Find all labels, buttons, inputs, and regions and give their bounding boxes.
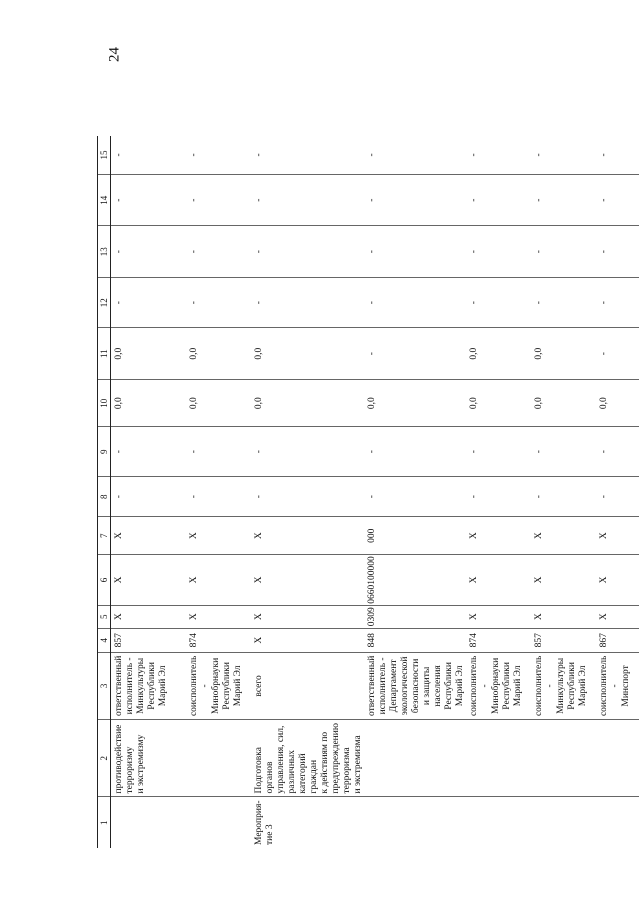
cell-col-12: - — [251, 278, 364, 328]
cell-col-15: - — [186, 136, 251, 175]
table-row — [186, 136, 251, 848]
cell-col-8: - — [531, 477, 596, 517]
cell-col-4: 857 — [531, 628, 596, 652]
cell-executor — [531, 652, 596, 719]
cell-col-12: - — [111, 278, 187, 328]
text-line: соисполнитель - — [189, 655, 210, 717]
text-line: противодействие — [114, 724, 124, 794]
column-header-15: 15 — [98, 136, 111, 175]
cell-col-15: - — [596, 136, 639, 175]
text-line: населения — [433, 665, 443, 707]
cell-col-13: - — [466, 226, 531, 278]
column-header-5: 5 — [98, 605, 111, 628]
text-line: терроризму — [125, 746, 135, 794]
cell-activity-number: Мероприя-тие 3 — [254, 800, 275, 845]
cell-col-6: X — [531, 555, 596, 606]
cell-col-10: 0,0 — [466, 380, 531, 427]
cell-col-6: X — [111, 555, 187, 606]
text-line: соисполнитель - — [469, 655, 490, 717]
column-header-1: 1 — [98, 797, 111, 848]
text-line: граждан — [309, 759, 319, 794]
cell-col-13: - — [531, 226, 596, 278]
cell-col-15: - — [466, 136, 531, 175]
text-line: категорий — [298, 753, 308, 794]
text-line: предупреждению — [331, 723, 341, 794]
cell-col-11: - — [364, 328, 466, 380]
cell-col-13: - — [251, 226, 364, 278]
text-line: ответственный — [114, 655, 124, 717]
text-line: Минкультуры — [136, 657, 146, 714]
cell-activity-number — [596, 797, 639, 848]
cell-col-10: 0,0 — [531, 380, 596, 427]
cell-activity-name — [596, 720, 639, 797]
text-line: Минспорт — [621, 665, 631, 707]
cell-col-9: - — [466, 427, 531, 477]
text-line: исполнитель - — [378, 657, 388, 715]
text-line: Республики — [444, 662, 454, 710]
cell-executor — [596, 652, 639, 719]
cell-activity-number — [531, 797, 596, 848]
cell-col-4: 874 — [466, 628, 531, 652]
cell-col-14: - — [251, 175, 364, 226]
cell-col-9: - — [596, 427, 639, 477]
cell-col-14: - — [466, 175, 531, 226]
cell-activity-number — [466, 797, 531, 848]
column-header-11: 11 — [98, 328, 111, 380]
column-header-14: 14 — [98, 175, 111, 226]
text-line: всего — [254, 675, 264, 697]
cell-col-5: X — [186, 605, 251, 628]
cell-col-7: X — [186, 517, 251, 555]
cell-col-8: - — [111, 477, 187, 517]
cell-col-10: 0,0 — [364, 380, 466, 427]
cell-col-11: - — [596, 328, 639, 380]
cell-col-13: - — [596, 226, 639, 278]
cell-col-4: 848 — [364, 628, 466, 652]
cell-col-9: - — [111, 427, 187, 477]
cell-col-14: - — [596, 175, 639, 226]
cell-activity-number — [111, 797, 187, 848]
cell-executor — [251, 652, 364, 719]
column-header-2: 2 — [98, 720, 111, 797]
column-header-6: 6 — [98, 555, 111, 606]
cell-col-14: - — [531, 175, 596, 226]
cell-col-7: X — [531, 517, 596, 555]
column-header-9: 9 — [98, 427, 111, 477]
cell-col-15: - — [531, 136, 596, 175]
text-line: и экстремизму — [136, 734, 146, 794]
cell-col-13: - — [111, 226, 187, 278]
text-line: и экстремизма — [353, 735, 363, 794]
budget-table — [97, 136, 639, 848]
cell-col-15: - — [111, 136, 187, 175]
cell-col-7: X — [466, 517, 531, 555]
text-line: Марий Эл — [233, 665, 243, 707]
text-line: Подготовка — [254, 747, 264, 794]
cell-col-11: 0,0 — [111, 328, 187, 380]
text-line: Марий Эл — [455, 665, 465, 707]
cell-col-6: 0660100000 — [364, 555, 466, 606]
text-line: Марий Эл — [158, 665, 168, 707]
cell-col-11: 0,0 — [466, 328, 531, 380]
text-line: различных — [287, 749, 297, 794]
cell-col-14: - — [364, 175, 466, 226]
cell-col-6: X — [466, 555, 531, 606]
text-line: Минобрнауки — [491, 657, 501, 714]
table-body — [111, 136, 639, 848]
cell-col-7: X — [596, 517, 639, 555]
cell-activity-number — [364, 797, 466, 848]
table-row — [251, 136, 364, 848]
cell-col-7: 000 — [364, 517, 466, 555]
cell-col-12: - — [596, 278, 639, 328]
cell-col-14: - — [186, 175, 251, 226]
text-line: Марий Эл — [578, 665, 588, 707]
cell-col-14: - — [111, 175, 187, 226]
cell-col-13: - — [364, 226, 466, 278]
cell-col-15: - — [251, 136, 364, 175]
cell-col-10: 0,0 — [596, 380, 639, 427]
cell-col-11: 0,0 — [251, 328, 364, 380]
cell-col-7: X — [111, 517, 187, 555]
cell-col-8: - — [364, 477, 466, 517]
text-line: управления, сил, — [276, 725, 286, 794]
cell-col-12: - — [364, 278, 466, 328]
cell-col-11: 0,0 — [186, 328, 251, 380]
cell-col-5: X — [466, 605, 531, 628]
cell-col-11: 0,0 — [531, 328, 596, 380]
cell-col-12: - — [531, 278, 596, 328]
cell-col-6: X — [186, 555, 251, 606]
cell-col-5: X — [251, 605, 364, 628]
table-row — [364, 136, 466, 848]
cell-executor — [364, 652, 466, 719]
text-line: Республики — [222, 662, 232, 710]
column-header-3: 3 — [98, 652, 111, 719]
text-line: органов — [265, 761, 275, 794]
cell-col-8: - — [466, 477, 531, 517]
cell-executor — [186, 652, 251, 719]
text-line: терроризма — [342, 747, 352, 794]
cell-col-4: 874 — [186, 628, 251, 652]
cell-col-9: - — [531, 427, 596, 477]
table-row — [111, 136, 187, 848]
column-header-7: 7 — [98, 517, 111, 555]
table-row — [531, 136, 596, 848]
cell-col-5: X — [531, 605, 596, 628]
cell-col-4: 857 — [111, 628, 187, 652]
cell-col-13: - — [186, 226, 251, 278]
cell-col-4: 867 — [596, 628, 639, 652]
cell-col-9: - — [251, 427, 364, 477]
cell-col-9: - — [186, 427, 251, 477]
text-line: Республики — [502, 662, 512, 710]
text-line: Республики — [567, 662, 577, 710]
cell-col-5: X — [111, 605, 187, 628]
text-line: соисполнитель - — [534, 655, 555, 717]
cell-col-9: - — [364, 427, 466, 477]
text-line: к действиям по — [320, 731, 330, 794]
cell-col-8: - — [596, 477, 639, 517]
header-row — [98, 136, 111, 848]
text-line: Минобрнауки — [211, 657, 221, 714]
cell-col-8: - — [251, 477, 364, 517]
cell-activity-name — [111, 720, 187, 797]
text-line: Марий Эл — [513, 665, 523, 707]
cell-executor — [466, 652, 531, 719]
cell-col-15: - — [364, 136, 466, 175]
cell-col-12: - — [466, 278, 531, 328]
text-line: Минкультуры — [556, 657, 566, 714]
table-row — [466, 136, 531, 848]
cell-col-5: X — [596, 605, 639, 628]
text-line: экологической — [400, 656, 410, 716]
cell-activity-number — [186, 797, 251, 848]
text-line: безопасности — [411, 658, 421, 714]
cell-col-7: X — [251, 517, 364, 555]
cell-col-10: 0,0 — [186, 380, 251, 427]
column-header-13: 13 — [98, 226, 111, 278]
cell-col-10: 0,0 — [111, 380, 187, 427]
text-line: Департамент — [389, 659, 399, 713]
column-header-8: 8 — [98, 477, 111, 517]
cell-executor — [111, 652, 187, 719]
text-line: Республики — [147, 662, 157, 710]
cell-col-10: 0,0 — [251, 380, 364, 427]
cell-activity-name — [466, 720, 531, 797]
text-line: соисполнитель - — [599, 655, 620, 717]
column-header-4: 4 — [98, 628, 111, 652]
column-header-10: 10 — [98, 380, 111, 427]
text-line: исполнитель - — [125, 657, 135, 715]
cell-activity-name — [186, 720, 251, 797]
cell-col-4: X — [251, 628, 364, 652]
cell-col-6: X — [596, 555, 639, 606]
table-row — [596, 136, 639, 848]
cell-activity-name — [251, 720, 364, 797]
cell-col-5: 0309 — [364, 605, 466, 628]
cell-col-8: - — [186, 477, 251, 517]
column-header-12: 12 — [98, 278, 111, 328]
page-number: 24 — [106, 47, 123, 62]
text-line: ответственный — [367, 655, 377, 717]
cell-col-6: X — [251, 555, 364, 606]
cell-col-12: - — [186, 278, 251, 328]
cell-activity-name — [531, 720, 596, 797]
text-line: и защиты — [422, 666, 432, 706]
cell-activity-name — [364, 720, 466, 797]
